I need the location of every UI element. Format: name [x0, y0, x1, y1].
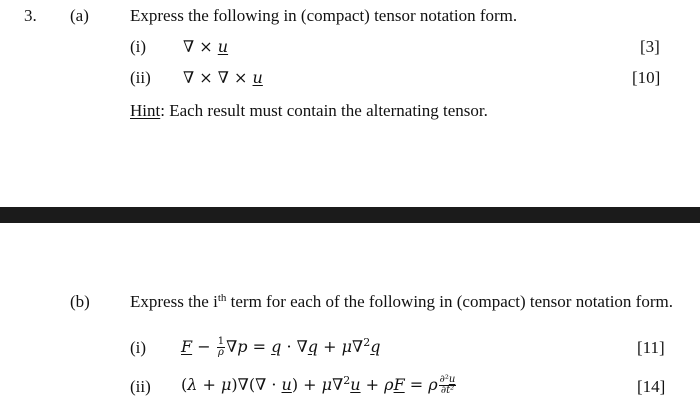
part-b-prompt-start: Express the i [130, 292, 218, 311]
vector-u: u [217, 37, 229, 56]
plus-symbol: + [202, 375, 216, 394]
nabla-symbol: ∇ [237, 375, 249, 394]
part-b-item-ii-label: (ii) [130, 377, 151, 396]
vector-F: F [393, 375, 405, 394]
part-b-label: (b) [70, 292, 90, 311]
cross-symbol: × [199, 68, 213, 87]
part-a-label: (a) [70, 6, 89, 25]
part-a-item-i-marks: [3] [640, 37, 660, 56]
rho-symbol: ρ [384, 375, 394, 394]
nabla-symbol: ∇ [226, 337, 238, 356]
vector-u: u [350, 375, 361, 394]
mu-symbol: μ [321, 375, 333, 394]
pressure-p: p [237, 337, 248, 356]
vector-F: F [181, 337, 193, 356]
fraction-denominator: ρ [217, 347, 224, 358]
left-paren: ( [181, 375, 188, 394]
dot-symbol: · [286, 337, 292, 356]
part-b-item-i-expression [181, 337, 380, 358]
vector-q: q [307, 337, 319, 356]
fraction-denominator [439, 386, 457, 396]
nabla-symbol: ∇ [296, 337, 308, 356]
equals-symbol: = [252, 337, 266, 356]
fraction-d2u-dt2 [439, 375, 457, 396]
time-squared: t² [446, 385, 455, 396]
nabla-symbol: ∇ [183, 37, 195, 56]
vector-u: u [281, 375, 292, 394]
nabla-symbol: ∇ [255, 375, 267, 394]
part-b-prompt-end: term for each of the following in (compact) tensor notation form. [226, 292, 673, 311]
part-a-item-ii-marks: [10] [632, 68, 661, 87]
hint-label: Hint [130, 101, 161, 120]
plus-symbol: + [365, 375, 380, 394]
part-b-item-i-marks: [11] [637, 338, 665, 357]
nabla-symbol: ∇ [332, 375, 344, 394]
part-a-item-i-expression [183, 37, 228, 57]
equals-symbol: = [409, 375, 424, 394]
minus-symbol: − [197, 337, 211, 356]
right-paren: ) [291, 375, 299, 394]
vector-u: u [448, 374, 456, 385]
question-number: 3. [24, 6, 37, 25]
fraction-one-over-rho [217, 337, 225, 358]
mu-symbol: μ [220, 375, 232, 394]
part-a-item-i-label: (i) [130, 37, 147, 56]
part-b-item-i-label: (i) [130, 338, 147, 357]
section-divider [0, 207, 700, 223]
right-paren: ) [231, 375, 238, 394]
lambda-symbol: λ [187, 375, 198, 394]
mu-symbol: μ [341, 337, 353, 356]
part-a-item-ii-expression [183, 68, 263, 88]
part-b-prompt-superscript: th [217, 292, 227, 304]
plus-symbol: + [323, 337, 337, 356]
part-b-item-ii-expression [181, 375, 457, 396]
nabla-symbol: ∇ [217, 68, 229, 87]
nabla-symbol: ∇ [352, 337, 364, 356]
part-a-item-ii-label: (ii) [130, 68, 151, 87]
square-superscript: 2 [343, 374, 351, 387]
vector-u: u [252, 68, 263, 87]
vector-q: q [370, 337, 381, 356]
vector-q: q [271, 337, 282, 356]
left-paren: ( [248, 375, 256, 394]
plus-symbol: + [303, 375, 317, 394]
rho-symbol: ρ [428, 375, 438, 394]
part-a-prompt: Express the following in (compact) tensor notation form. [130, 6, 518, 25]
cross-symbol: × [199, 37, 213, 56]
square-superscript: 2 [363, 336, 371, 349]
part-b-item-ii-marks: [14] [637, 377, 666, 396]
dot-symbol: · [271, 375, 277, 394]
part-b-prompt [130, 292, 673, 312]
fraction-numerator: 1 [217, 336, 225, 347]
cross-symbol: × [234, 68, 248, 87]
hint [130, 101, 488, 121]
nabla-symbol: ∇ [183, 68, 195, 87]
hint-text: : Each result must contain the alternating tensor. [160, 101, 488, 120]
partial-squared: ∂² [439, 374, 449, 385]
partial-symbol: ∂ [440, 385, 447, 396]
